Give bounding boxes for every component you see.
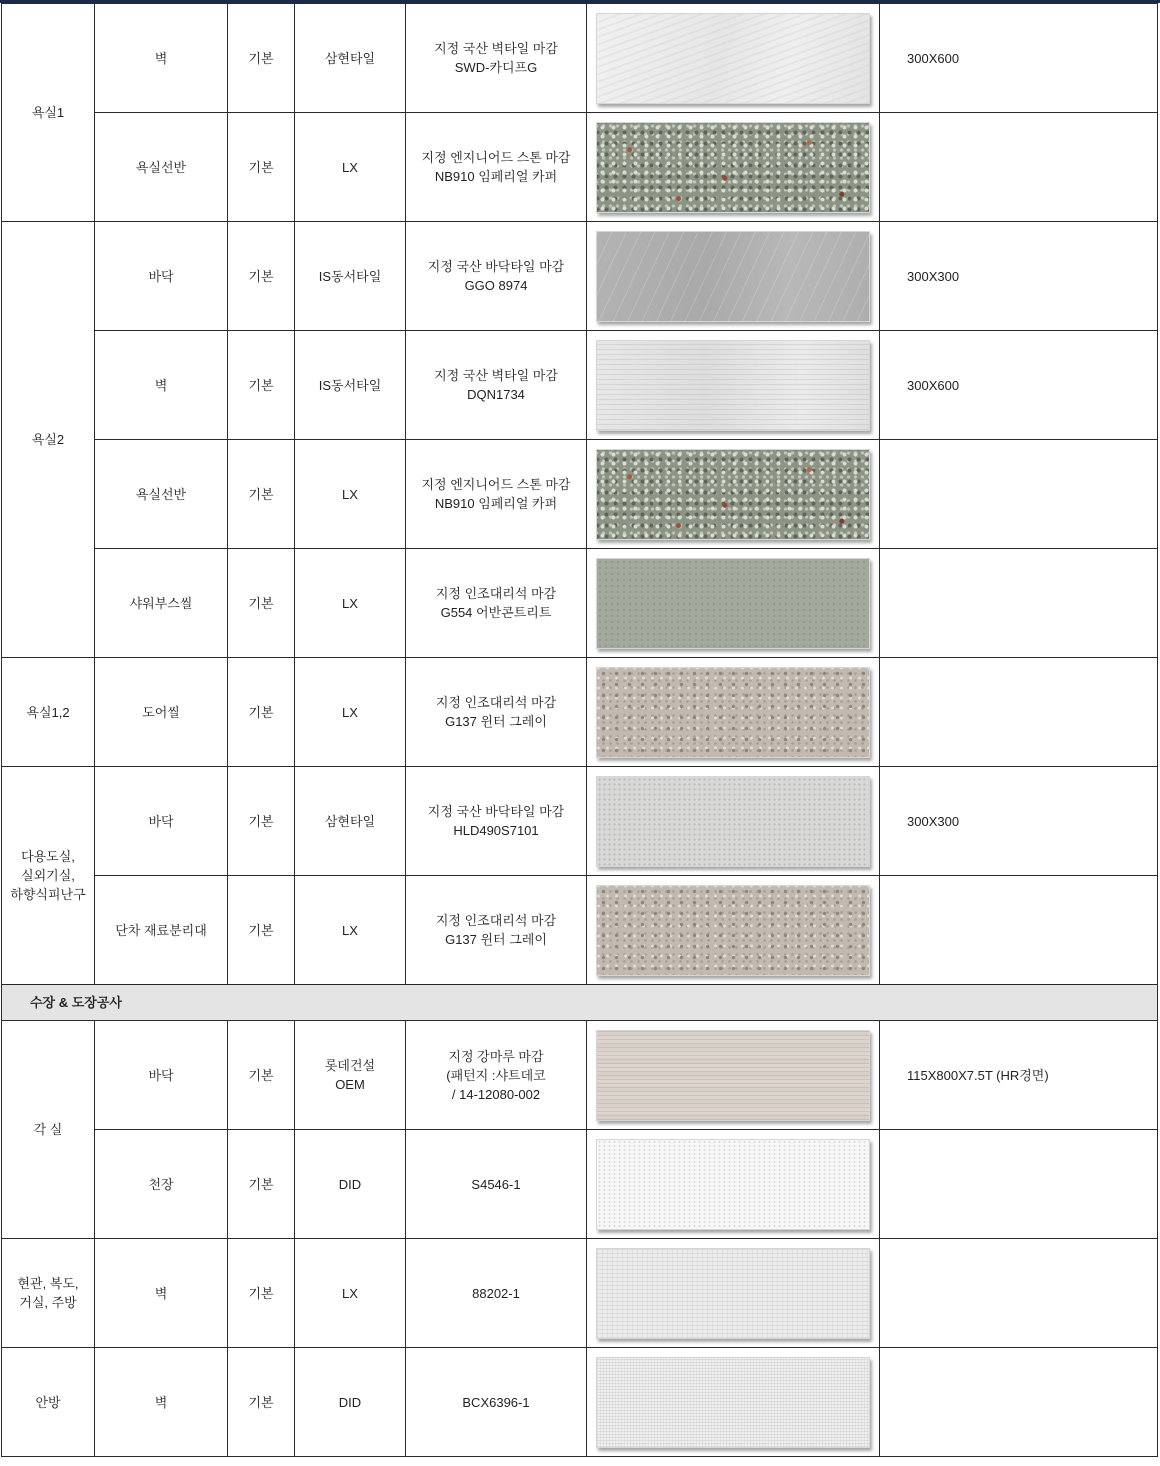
material-desc-cell: 지정 인조대리석 마감 G137 윈터 그레이 [406, 876, 587, 985]
material-swatch-image [596, 667, 870, 758]
swatch-cell [587, 767, 880, 876]
grade-cell: 기본 [228, 113, 295, 222]
table-row [2, 1239, 1158, 1348]
material-desc-cell: 지정 국산 바닥타일 마감 HLD490S7101 [406, 767, 587, 876]
part-cell: 벽 [95, 1239, 228, 1348]
table-row [2, 1348, 1158, 1457]
material-swatch-image [596, 340, 870, 431]
grade-cell: 기본 [228, 1239, 295, 1348]
section-title: 수장 & 도장공사 [2, 985, 1158, 1021]
table-row [2, 658, 1158, 767]
swatch-cell [587, 113, 880, 222]
table-row [2, 222, 1158, 331]
grade-cell: 기본 [228, 1130, 295, 1239]
maker-cell: LX [295, 549, 406, 658]
material-swatch-image [596, 1357, 870, 1448]
part-cell: 욕실선반 [95, 440, 228, 549]
maker-cell: 삼현타일 [295, 767, 406, 876]
part-cell: 바닥 [95, 222, 228, 331]
part-cell: 바닥 [95, 1021, 228, 1130]
area-cell: 안방 [2, 1348, 95, 1457]
swatch-cell [587, 1348, 880, 1457]
area-cell: 각 실 [2, 1021, 95, 1239]
maker-cell: LX [295, 876, 406, 985]
swatch-cell [587, 1239, 880, 1348]
material-desc-cell: 지정 인조대리석 마감 G554 어반콘트리트 [406, 549, 587, 658]
maker-cell: 삼현타일 [295, 4, 406, 113]
table-row [2, 876, 1158, 985]
swatch-cell [587, 876, 880, 985]
section-header-row [2, 985, 1158, 1021]
spec-cell: 300X600 [880, 4, 1158, 113]
spec-cell [880, 1130, 1158, 1239]
maker-cell: LX [295, 113, 406, 222]
part-cell: 벽 [95, 331, 228, 440]
material-swatch-image [596, 231, 870, 322]
part-cell: 단차 재료분리대 [95, 876, 228, 985]
table-row [2, 549, 1158, 658]
part-cell: 도어씰 [95, 658, 228, 767]
grade-cell: 기본 [228, 1021, 295, 1130]
part-cell: 샤워부스씰 [95, 549, 228, 658]
swatch-cell [587, 4, 880, 113]
spec-cell: 115X800X7.5T (HR경면) [880, 1021, 1158, 1130]
material-desc-cell: 지정 국산 바닥타일 마감 GGO 8974 [406, 222, 587, 331]
part-cell: 벽 [95, 4, 228, 113]
material-swatch-image [596, 13, 870, 104]
material-desc-cell: 지정 엔지니어드 스톤 마감 NB910 임페리얼 카퍼 [406, 440, 587, 549]
spec-cell [880, 876, 1158, 985]
swatch-cell [587, 658, 880, 767]
material-desc-cell: 지정 인조대리석 마감 G137 윈터 그레이 [406, 658, 587, 767]
spec-cell [880, 440, 1158, 549]
swatch-cell [587, 222, 880, 331]
spec-cell [880, 658, 1158, 767]
material-swatch-image [596, 1030, 870, 1121]
grade-cell: 기본 [228, 876, 295, 985]
spec-cell: 300X300 [880, 222, 1158, 331]
maker-cell: IS동서타일 [295, 222, 406, 331]
spec-cell [880, 113, 1158, 222]
finish-spec-table [1, 3, 1158, 1457]
material-desc-cell: 지정 엔지니어드 스톤 마감 NB910 임페리얼 카퍼 [406, 113, 587, 222]
table-row [2, 440, 1158, 549]
area-cell: 다용도실, 실외기실, 하향식피난구 [2, 767, 95, 985]
spec-cell: 300X600 [880, 331, 1158, 440]
material-swatch-image [596, 776, 870, 867]
grade-cell: 기본 [228, 549, 295, 658]
material-swatch-image [596, 122, 870, 213]
swatch-cell [587, 549, 880, 658]
area-cell: 욕실1,2 [2, 658, 95, 767]
grade-cell: 기본 [228, 658, 295, 767]
material-desc-cell: 지정 국산 벽타일 마감 SWD-카디프G [406, 4, 587, 113]
maker-cell: IS동서타일 [295, 331, 406, 440]
table-row [2, 113, 1158, 222]
grade-cell: 기본 [228, 440, 295, 549]
grade-cell: 기본 [228, 767, 295, 876]
maker-cell: DID [295, 1348, 406, 1457]
grade-cell: 기본 [228, 4, 295, 113]
grade-cell: 기본 [228, 331, 295, 440]
material-desc-cell: 지정 국산 벽타일 마감 DQN1734 [406, 331, 587, 440]
maker-cell: LX [295, 1239, 406, 1348]
area-cell: 현관, 복도, 거실, 주방 [2, 1239, 95, 1348]
table-row [2, 331, 1158, 440]
grade-cell: 기본 [228, 1348, 295, 1457]
material-desc-cell: 88202-1 [406, 1239, 587, 1348]
maker-cell: DID [295, 1130, 406, 1239]
part-cell: 벽 [95, 1348, 228, 1457]
part-cell: 욕실선반 [95, 113, 228, 222]
area-cell: 욕실2 [2, 222, 95, 658]
material-swatch-image [596, 1248, 870, 1339]
maker-cell: LX [295, 440, 406, 549]
material-swatch-image [596, 449, 870, 540]
grade-cell: 기본 [228, 222, 295, 331]
table-row [2, 767, 1158, 876]
part-cell: 천장 [95, 1130, 228, 1239]
swatch-cell [587, 331, 880, 440]
swatch-cell [587, 1130, 880, 1239]
swatch-cell [587, 440, 880, 549]
table-row [2, 1130, 1158, 1239]
material-swatch-image [596, 558, 870, 649]
spec-cell: 300X300 [880, 767, 1158, 876]
spec-cell [880, 1348, 1158, 1457]
material-swatch-image [596, 885, 870, 976]
material-desc-cell: S4546-1 [406, 1130, 587, 1239]
maker-cell: LX [295, 658, 406, 767]
part-cell: 바닥 [95, 767, 228, 876]
area-cell: 욕실1 [2, 4, 95, 222]
table-row [2, 4, 1158, 113]
material-desc-cell: BCX6396-1 [406, 1348, 587, 1457]
table-row [2, 1021, 1158, 1130]
spec-cell [880, 549, 1158, 658]
material-desc-cell: 지정 강마루 마감 (패턴지 :샤트데코 / 14-12080-002 [406, 1021, 587, 1130]
material-swatch-image [596, 1139, 870, 1230]
swatch-cell [587, 1021, 880, 1130]
maker-cell: 롯데건설 OEM [295, 1021, 406, 1130]
spec-cell [880, 1239, 1158, 1348]
